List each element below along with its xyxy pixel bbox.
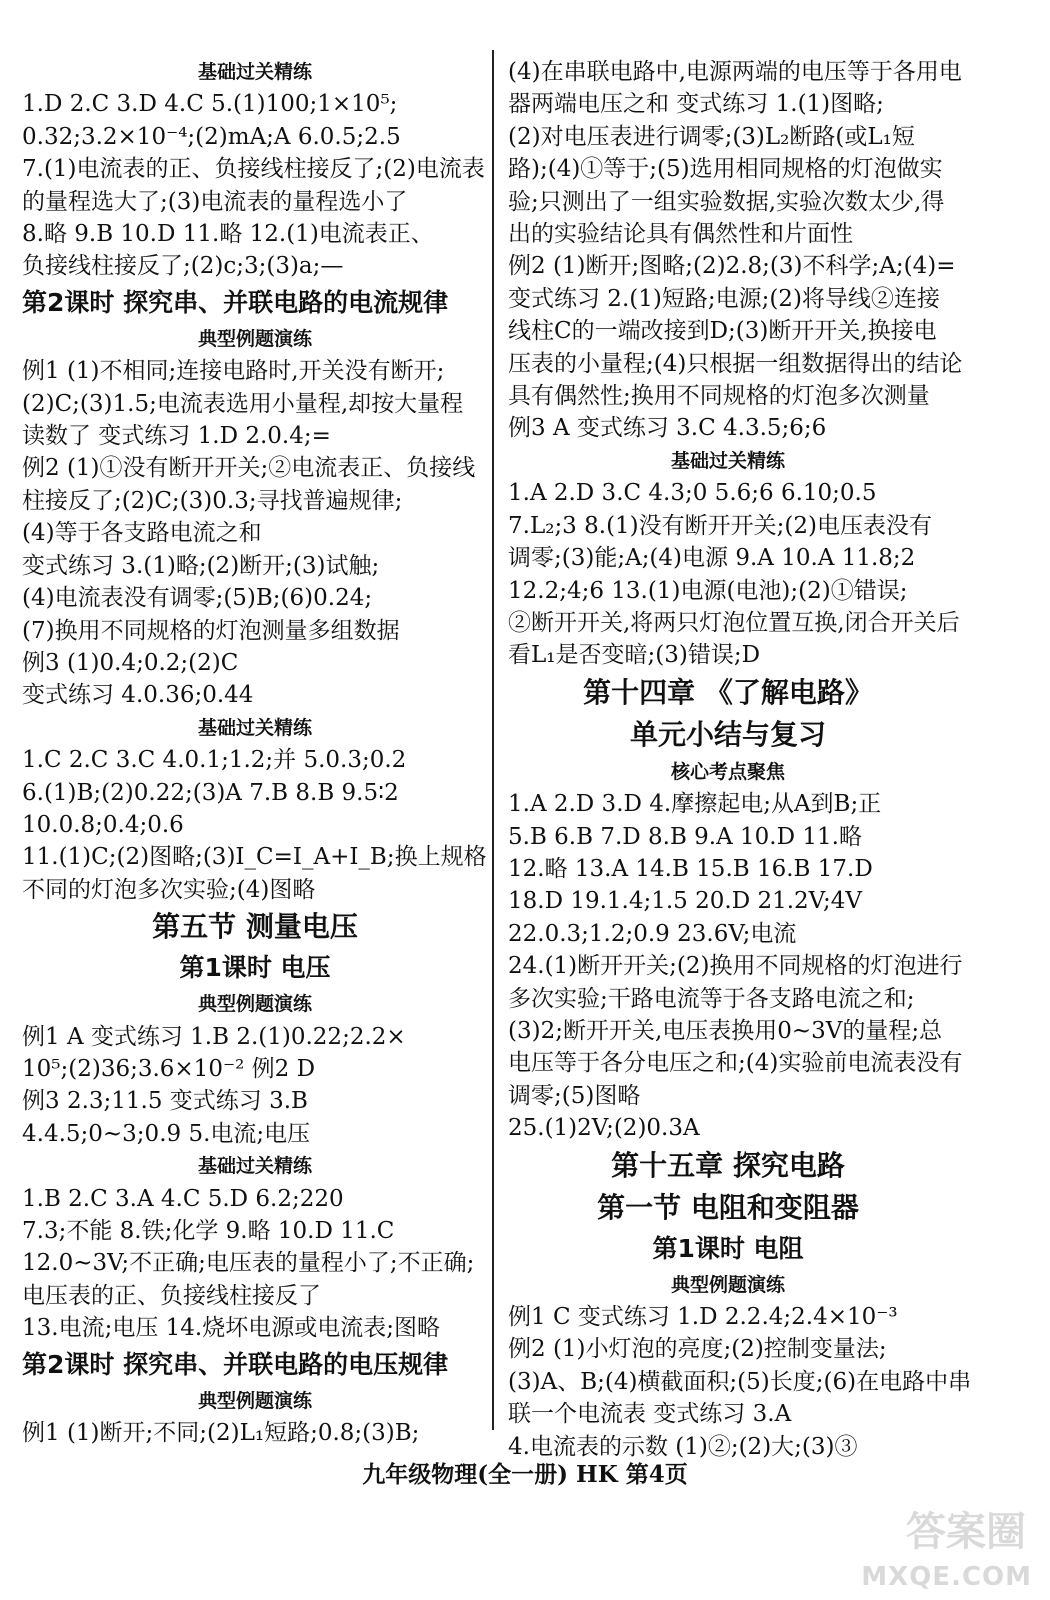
subsection-heading: 典型例题演练 xyxy=(197,1389,312,1412)
subsection-heading: 核心考点聚焦 xyxy=(670,760,785,783)
answer-line: (4)等于各支路电流之和 xyxy=(22,520,262,547)
answer-line: 具有偶然性;换用不同规格的灯泡多次测量 xyxy=(508,383,930,410)
answer-line: 例3 2.3;11.5 变式练习 3.B xyxy=(22,1088,308,1115)
answer-line: 1.A 2.D 3.D 4.摩擦起电;从A到B;正 xyxy=(508,791,882,818)
subsection-heading: 基础过关精练 xyxy=(197,61,312,83)
answer-line: 24.(1)断开开关;(2)换用不同规格的灯泡进行 xyxy=(508,953,963,980)
answer-line: 路);(4)①等于;(5)选用相同规格的灯泡做实 xyxy=(508,156,943,183)
answer-line: 18.D 19.1.4;1.5 20.D 21.2V;4V xyxy=(508,888,862,915)
answer-line: 例3 A 变式练习 3.C 4.3.5;6;6 xyxy=(508,415,827,442)
page-footer: 九年级物理(全一册) HK 第4页 xyxy=(362,1461,688,1488)
subsection-heading: 基础过关精练 xyxy=(197,1155,312,1178)
answer-line: (4)在串联电路中,电源两端的电压等于各用电 xyxy=(508,59,962,85)
answer-line: 12.略 13.A 14.B 15.B 16.B 17.D xyxy=(508,855,873,882)
answer-line: 调零;(5)图略 xyxy=(508,1082,641,1109)
answer-line: 13.电流;电压 14.烧坏电源或电流表;图略 xyxy=(22,1315,440,1342)
answer-line: 6.(1)B;(2)0.22;(3)A 7.B 8.B 9.5∶2 xyxy=(22,779,399,806)
answer-line: 10.0.8;0.4;0.6 xyxy=(22,811,184,838)
answer-line: (2)对电压表进行调零;(3)L₂断路(或L₁短 xyxy=(508,123,915,150)
answer-line: 压表的小量程;(4)只根据一组数据得出的结论 xyxy=(508,350,963,377)
subsection-heading: 典型例题演练 xyxy=(197,993,312,1016)
answer-line: 例3 (1)0.4;0.2;(2)C xyxy=(22,649,239,676)
subsection-heading: 基础过关精练 xyxy=(197,716,312,739)
answer-line: 例1 C 变式练习 1.D 2.2.4;2.4×10⁻³ xyxy=(508,1304,898,1330)
answer-line: 负接线柱接反了;(2)c;3;(3)a;— xyxy=(22,253,344,280)
chapter-heading: 第十五章 探究电路 xyxy=(611,1148,845,1182)
chapter-heading: 第一节 电阻和变阻器 xyxy=(597,1190,859,1224)
answer-line: 1.A 2.D 3.C 4.3;0 5.6;6 6.10;0.5 xyxy=(508,480,877,507)
lesson-heading: 第1课时 电阻 xyxy=(652,1233,804,1263)
answer-line: 电压等于各分电压之和;(4)实验前电流表没有 xyxy=(508,1050,963,1077)
answer-line: 例2 (1)小灯泡的亮度;(2)控制变量法; xyxy=(508,1336,887,1363)
answer-line: (2)C;(3)1.5;电流表选用小量程,却按大量程 xyxy=(22,390,464,417)
watermark-logo: 答案圈 xyxy=(906,1509,1026,1555)
lesson-heading: 第1课时 电压 xyxy=(179,953,331,983)
lesson-heading: 第2课时 探究串、并联电路的电压规律 xyxy=(22,1349,449,1379)
answer-line: 11.(1)C;(2)图略;(3)I_C=I_A+I_B;换上规格 xyxy=(22,844,487,871)
answer-line: 4.电流表的示数 (1)②;(2)大;(3)③ xyxy=(508,1433,858,1460)
answer-line: 出的实验结论具有偶然性和片面性 xyxy=(508,221,853,248)
answer-line: (3)2;断开开关,电压表换用0~3V的量程;总 xyxy=(508,1017,943,1044)
chapter-heading: 第十四章 《了解电路》 xyxy=(583,675,873,709)
watermark xyxy=(852,1500,1032,1592)
answer-line: 例2 (1)断开;图略;(2)2.8;(3)不科学;A;(4)= xyxy=(508,253,956,280)
answer-line: 12.2;4;6 13.(1)电源(电池);(2)①错误; xyxy=(508,577,908,604)
answer-line: 1.B 2.C 3.A 4.C 5.D 6.2;220 xyxy=(22,1185,344,1212)
answer-line: 柱接反了;(2)C;(3)0.3;寻找普遍规律; xyxy=(22,487,403,514)
lesson-heading: 第2课时 探究串、并联电路的电流规律 xyxy=(22,287,449,317)
answer-line: 7.L₂;3 8.(1)没有断开开关;(2)电压表没有 xyxy=(508,512,932,539)
answer-line: 不同的灯泡多次实验;(4)图略 xyxy=(22,876,316,903)
subsection-heading: 基础过关精练 xyxy=(670,449,785,472)
answer-line: 验;只测出了一组实验数据,实验次数太少,得 xyxy=(508,188,945,215)
answer-line: 例2 (1)①没有断开开关;②电流表正、负接线 xyxy=(22,455,476,482)
answer-line: 线柱C的一端改接到D;(3)断开开关,换接电 xyxy=(508,318,937,345)
answer-line: (3)A、B;(4)横截面积;(5)长度;(6)在电路中串 xyxy=(508,1368,972,1395)
subsection-heading: 典型例题演练 xyxy=(197,327,312,350)
watermark-site: MXQE.COM xyxy=(861,1562,1032,1592)
answer-line: 看L₁是否变暗;(3)错误;D xyxy=(508,642,761,669)
answer-line: 8.略 9.B 10.D 11.略 12.(1)电流表正、 xyxy=(22,221,434,248)
chapter-heading: 单元小结与复习 xyxy=(629,717,826,751)
answer-line: 0.32;3.2×10⁻⁴;(2)mA;A 6.0.5;2.5 xyxy=(22,123,401,150)
answer-line: 7.3;不能 8.铁;化学 9.略 10.D 11.C xyxy=(22,1218,395,1244)
answer-line: 电压表的正、负接线柱接反了 xyxy=(22,1282,321,1309)
subsection-heading: 典型例题演练 xyxy=(670,1273,785,1296)
answer-line: 例1 (1)不相同;连接电路时,开关没有断开; xyxy=(22,358,445,385)
answer-line: ②断开开关,将两只灯泡位置互换,闭合开关后 xyxy=(508,609,960,636)
answer-line: 例1 (1)断开;不同;(2)L₁短路;0.8;(3)B; xyxy=(22,1420,420,1447)
answer-line: 变式练习 2.(1)短路;电源;(2)将导线②连接 xyxy=(508,285,940,312)
left-column xyxy=(22,56,488,1449)
answer-line: 变式练习 4.0.36;0.44 xyxy=(22,682,254,709)
answer-line: 多次实验;干路电流等于各支路电流之和; xyxy=(508,985,915,1012)
column-divider xyxy=(492,50,494,1430)
answer-line: 1.D 2.C 3.D 4.C 5.(1)100;1×10⁵; xyxy=(22,91,398,118)
answer-line: (7)换用不同规格的灯泡测量多组数据 xyxy=(22,617,400,644)
right-column xyxy=(508,56,972,1463)
answer-line: 22.0.3;1.2;0.9 23.6V;电流 xyxy=(508,920,797,947)
answer-line: 12.0~3V;不正确;电压表的量程小了;不正确; xyxy=(22,1250,475,1277)
answer-line: 4.4.5;0~3;0.9 5.电流;电压 xyxy=(22,1120,311,1147)
answer-line: 5.B 6.B 7.D 8.B 9.A 10.D 11.略 xyxy=(508,823,862,850)
answer-line: 读数了 变式练习 1.D 2.0.4;= xyxy=(22,423,331,450)
answer-line: (4)电流表没有调零;(5)B;(6)0.24; xyxy=(22,585,373,612)
answer-line: 25.(1)2V;(2)0.3A xyxy=(508,1115,700,1142)
answer-line: 器两端电压之和 变式练习 1.(1)图略; xyxy=(508,91,884,118)
answer-line: 变式练习 3.(1)略;(2)断开;(3)试触; xyxy=(22,552,380,579)
answer-line: 1.C 2.C 3.C 4.0.1;1.2;并 5.0.3;0.2 xyxy=(22,747,407,774)
answer-line: 例1 A 变式练习 1.B 2.(1)0.22;2.2× xyxy=(22,1023,406,1050)
answer-line: 调零;(3)能;A;(4)电源 9.A 10.A 11.8;2 xyxy=(508,545,916,572)
answer-line: 的量程选大了;(3)电流表的量程选小了 xyxy=(22,188,408,215)
answer-line: 10⁵;(2)36;3.6×10⁻² 例2 D xyxy=(22,1055,316,1082)
section-heading: 第五节 测量电压 xyxy=(152,910,358,944)
answer-line: 联一个电流表 变式练习 3.A xyxy=(508,1401,792,1428)
answer-line: 7.(1)电流表的正、负接线柱接反了;(2)电流表 xyxy=(22,156,485,183)
